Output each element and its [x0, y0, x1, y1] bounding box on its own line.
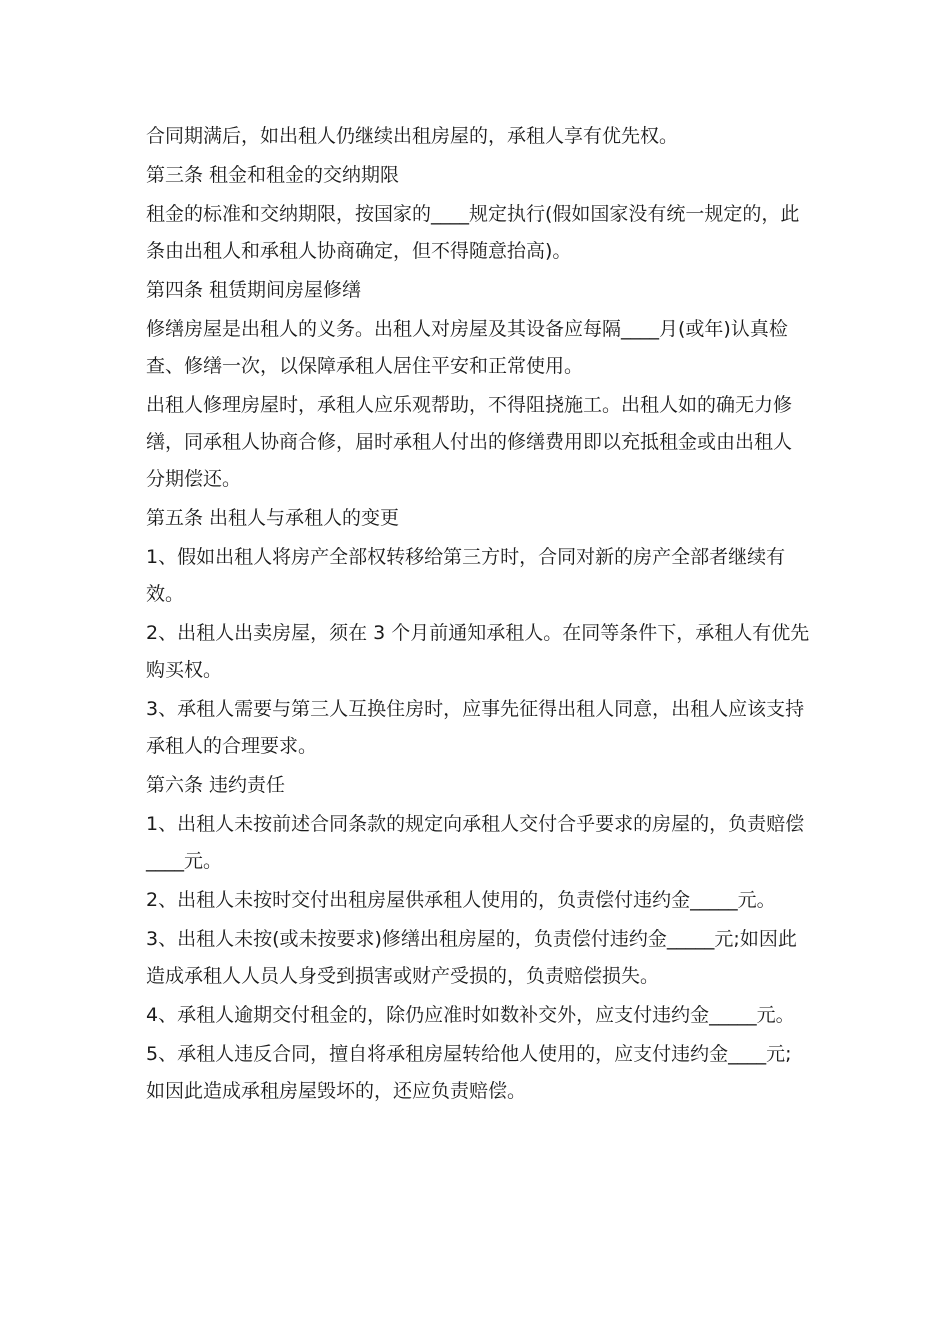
list-item-liability-1: 1、出租人未按前述合同条款的规定向承租人交付合乎要求的房屋的，负责赔偿____元。	[146, 813, 805, 872]
list-item-liability-2: 2、出租人未按时交付出租房屋供承租人使用的，负责偿付违约金_____元。	[146, 889, 776, 911]
paragraph-repair-duty: 修缮房屋是出租人的义务。出租人对房屋及其设备应每隔____月(或年)认真检查、修缮一次，以保障承租人居住平安和正常使用。	[146, 318, 788, 377]
list-item-change-2: 2、出租人出卖房屋，须在 3 个月前通知承租人。在同等条件下，承租人有优先购买权。	[146, 622, 810, 681]
heading-article-6: 第六条 违约责任	[146, 774, 286, 796]
list-item-liability-5: 5、承租人违反合同，擅自将承租房屋转给他人使用的，应支付违约金____元;如因此造成承租房屋毁坏的，还应负责赔偿。	[146, 1043, 792, 1102]
paragraph-rent-standard: 租金的标准和交纳期限，按国家的____规定执行(假如国家没有统一规定的，此条由出租人和承租人协商确定，但不得随意抬高)。	[146, 203, 800, 262]
heading-article-5: 第五条 出租人与承租人的变更	[146, 507, 400, 529]
document-body	[146, 118, 810, 1112]
list-item-liability-3: 3、出租人未按(或未按要求)修缮出租房屋的，负责偿付违约金_____元;如因此造成承租人人员人身受到损害或财产受损的，负责赔偿损失。	[146, 928, 797, 987]
paragraph-expiry-priority: 合同期满后，如出租人仍继续出租房屋的，承租人享有优先权。	[146, 125, 679, 147]
list-item-liability-4: 4、承租人逾期交付租金的，除仍应准时如数补交外，应支付违约金_____元。	[146, 1004, 795, 1026]
heading-article-3: 第三条 租金和租金的交纳期限	[146, 164, 400, 186]
list-item-change-1: 1、假如出租人将房产全部权转移给第三方时，合同对新的房产全部者继续有效。	[146, 546, 786, 605]
heading-article-4: 第四条 租赁期间房屋修缮	[146, 279, 362, 301]
paragraph-repair-cooperation: 出租人修理房屋时，承租人应乐观帮助，不得阻挠施工。出租人如的确无力修缮，同承租人协商合修，届时承租人付出的修缮费用即以充抵租金或由出租人分期偿还。	[146, 394, 793, 490]
list-item-change-3: 3、承租人需要与第三人互换住房时，应事先征得出租人同意，出租人应该支持承租人的合理要求。	[146, 698, 805, 757]
